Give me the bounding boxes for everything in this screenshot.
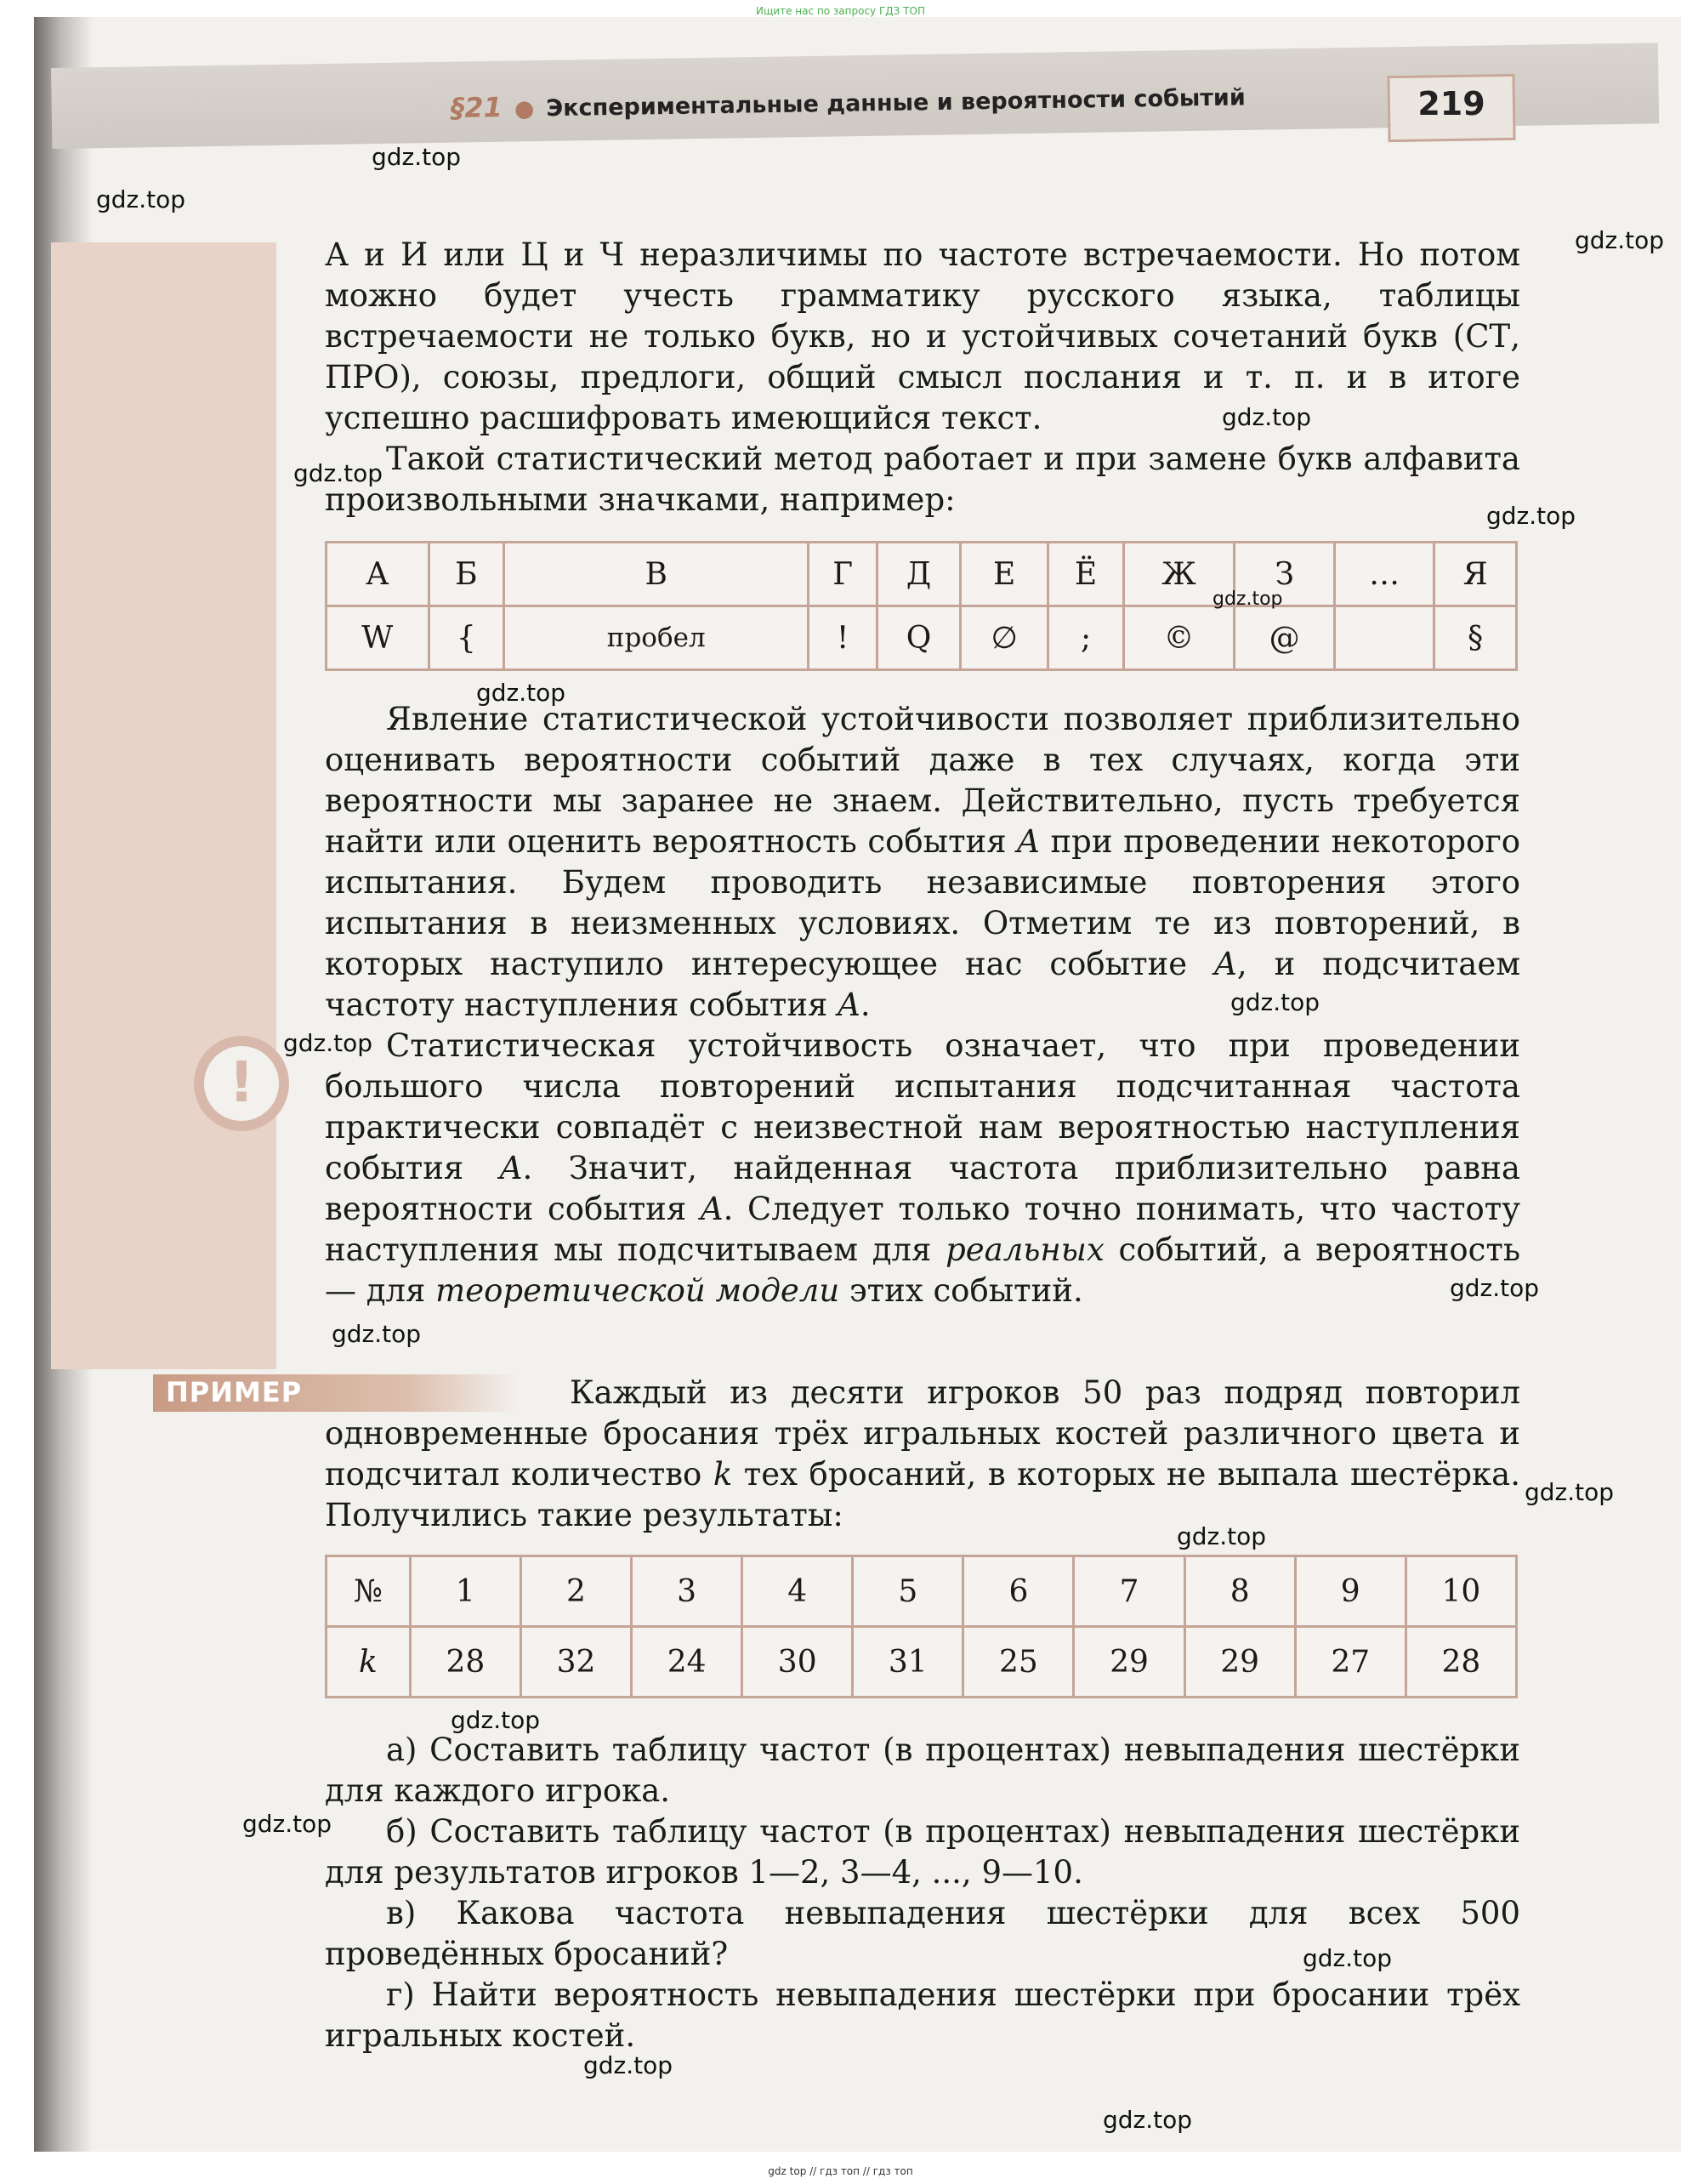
letter-cell: Ё — [1048, 543, 1123, 606]
text-fragment: . Значит, найденная частота приблизительно равна вероятности события — [325, 1150, 1520, 1227]
watermark: gdz.top — [242, 1810, 332, 1838]
bullet-icon: ● — [514, 95, 535, 122]
text-fragment: . Следует только точно понимать, что частоту наступления мы подсчитываем для — [325, 1191, 1520, 1268]
watermark: gdz.top — [96, 185, 186, 213]
header-title: Экспериментальные данные и вероятности событий — [546, 84, 1246, 122]
page-number: 219 — [1417, 85, 1485, 122]
symbol-cell: Q — [877, 606, 961, 670]
player-cell: 1 — [410, 1556, 520, 1627]
example-statement — [325, 1373, 1520, 1536]
k-cell: 24 — [632, 1627, 742, 1698]
k-cell: 29 — [1074, 1627, 1184, 1698]
watermark: gdz.top — [1486, 502, 1576, 530]
letter-cell: З — [1235, 543, 1334, 606]
letter-cell: Б — [429, 543, 504, 606]
watermark: gdz.top — [283, 1029, 373, 1057]
exclamation-icon: ! — [194, 1036, 289, 1131]
section-number: §21 — [451, 91, 503, 124]
watermark: gdz.top — [1575, 226, 1665, 254]
letter-cell: Я — [1434, 543, 1517, 606]
text-fragment: Каждый из десяти игроков 50 раз подряд повторил одновременные бросания трёх игральных костей различного цвета и подсчитал количество — [325, 1374, 1520, 1493]
symbol-cell: ! — [809, 606, 877, 670]
table-row — [327, 543, 1517, 606]
text-fragment: этих событий. — [839, 1272, 1083, 1309]
watermark: gdz.top — [451, 1706, 541, 1734]
watermark: gdz.top — [1222, 403, 1312, 431]
k-cell: 28 — [1406, 1627, 1516, 1698]
watermark: gdz.top — [1450, 1274, 1540, 1302]
stability-text — [325, 699, 1520, 1311]
letter-cell: Д — [877, 543, 961, 606]
text-fragment: Статистическая устойчивость означает, что при проведении большого числа повторений испытания подсчитанная частота практически совпадёт с неизвестной нам вероятностью наступления события — [325, 1027, 1520, 1186]
k-cell: 30 — [742, 1627, 853, 1698]
variable-a: A — [1017, 823, 1040, 860]
watermark: gdz.top — [332, 1320, 422, 1348]
symbol-cell: § — [1434, 606, 1517, 670]
intro-text — [325, 235, 1520, 520]
text-fragment: . — [860, 987, 871, 1023]
symbol-cell: ; — [1048, 606, 1123, 670]
example-text — [325, 1373, 1520, 1536]
task-a: а) Составить таблицу частот (в процентах) невыпадения шестёрки для каждого игрока. — [325, 1732, 1520, 1809]
variable-a: A — [838, 987, 860, 1023]
watermark: gdz.top — [1103, 2106, 1193, 2134]
player-cell: 10 — [1406, 1556, 1516, 1627]
variable-k: k — [713, 1456, 733, 1493]
task-b: б) Составить таблицу частот (в процентах) невыпадения шестёрки для результатов игроков 1—2, 3—4, ..., 9—10. — [325, 1813, 1520, 1891]
k-cell: 31 — [853, 1627, 963, 1698]
text-fragment: , и подсчитаем частоту наступления события — [325, 946, 1521, 1023]
task-c: в) Какова частота невыпадения шестёрки для всех 500 проведённых бросаний? — [325, 1895, 1520, 1972]
bottom-note: gdz top // гдз топ // гдз топ — [768, 2165, 913, 2177]
watermark: gdz.top — [293, 459, 383, 487]
k-cell: 28 — [410, 1627, 520, 1698]
table-row — [327, 606, 1517, 670]
tasks — [325, 1730, 1520, 2056]
player-cell: 2 — [520, 1556, 631, 1627]
k-cell: 29 — [1184, 1627, 1295, 1698]
example-label: ПРИМЕР — [166, 1376, 303, 1408]
watermark: gdz.top — [1177, 1522, 1267, 1550]
watermark: gdz.top — [583, 2051, 673, 2079]
letter-cell: Е — [960, 543, 1048, 606]
variable-a: A — [700, 1191, 724, 1227]
margin-bar — [51, 242, 276, 1369]
header-cell: k — [327, 1627, 411, 1698]
table-row — [327, 1627, 1517, 1698]
text-fragment: Явление статистической устойчивости позволяет приблизительно оценивать вероятности событий даже в тех случаях, когда эти вероятности мы заранее не знаем. Действительно, пусть требуется найти или оценить вероятность события — [325, 701, 1520, 860]
header-cell: № — [327, 1556, 411, 1627]
player-cell: 3 — [632, 1556, 742, 1627]
watermark: gdz.top — [1230, 988, 1320, 1016]
emphasis: теоретической модели — [435, 1272, 840, 1309]
variable-a: A — [1214, 946, 1237, 982]
watermark: gdz.top — [1525, 1478, 1615, 1506]
paragraph-method: Такой статистический метод работает и при замене букв алфавита произвольными значками, например: — [325, 441, 1520, 518]
letter-cell: Ж — [1123, 543, 1235, 606]
player-cell: 4 — [742, 1556, 853, 1627]
alphabet-table — [325, 541, 1518, 671]
letter-cell: А — [327, 543, 429, 606]
player-cell: 6 — [963, 1556, 1074, 1627]
symbol-cell: пробел — [504, 606, 809, 670]
symbol-cell: ∅ — [960, 606, 1048, 670]
player-cell: 8 — [1184, 1556, 1295, 1627]
text-fragment: тех бросаний, в которых не выпала шестёрка. Получились такие результаты: — [325, 1456, 1520, 1533]
watermark: gdz.top — [1303, 1944, 1393, 1972]
paragraph-stability — [325, 699, 1520, 1026]
symbol-cell: @ — [1235, 606, 1334, 670]
emphasis: реальных — [946, 1231, 1105, 1268]
symbol-cell — [1334, 606, 1434, 670]
letter-cell: Г — [809, 543, 877, 606]
watermark: gdz.top — [1212, 589, 1283, 610]
watermark: gdz.top — [476, 679, 566, 707]
letter-cell: … — [1334, 543, 1434, 606]
text-fragment: событий, а вероятность — для — [325, 1231, 1520, 1309]
letter-cell: В — [504, 543, 809, 606]
task-d: г) Найти вероятность невыпадения шестёрки при бросании трёх игральных костей. — [325, 1976, 1520, 2054]
k-cell: 27 — [1295, 1627, 1406, 1698]
player-cell: 9 — [1295, 1556, 1406, 1627]
table-row — [327, 1556, 1517, 1627]
text-fragment: при проведении некоторого испытания. Будем проводить независимые повторения этого испытания в неизменных условиях. Отметим те из повторений, в которых наступило интересующее нас событие — [325, 823, 1520, 982]
player-cell: 7 — [1074, 1556, 1184, 1627]
paragraph-decipher: А и И или Ц и Ч неразличимы по частоте встречаемости. Но потом можно будет учесть грамматику русского языка, таблицы встречаемости не только букв, но и устойчивых сочетаний букв (СТ, ПРО), союзы, предлоги, общий смысл послания и т. п. и в итоге успешно расшифровать имеющийся текст. — [325, 236, 1520, 436]
variable-a: A — [499, 1150, 523, 1186]
paragraph-definition — [325, 1026, 1520, 1311]
top-note: Ищите нас по запросу ГДЗ ТОП — [756, 5, 925, 17]
k-cell: 32 — [520, 1627, 631, 1698]
player-cell: 5 — [853, 1556, 963, 1627]
symbol-cell: W — [327, 606, 429, 670]
symbol-cell: © — [1123, 606, 1235, 670]
k-cell: 25 — [963, 1627, 1074, 1698]
symbol-cell: { — [429, 606, 504, 670]
watermark: gdz.top — [372, 143, 462, 171]
results-table — [325, 1555, 1518, 1698]
